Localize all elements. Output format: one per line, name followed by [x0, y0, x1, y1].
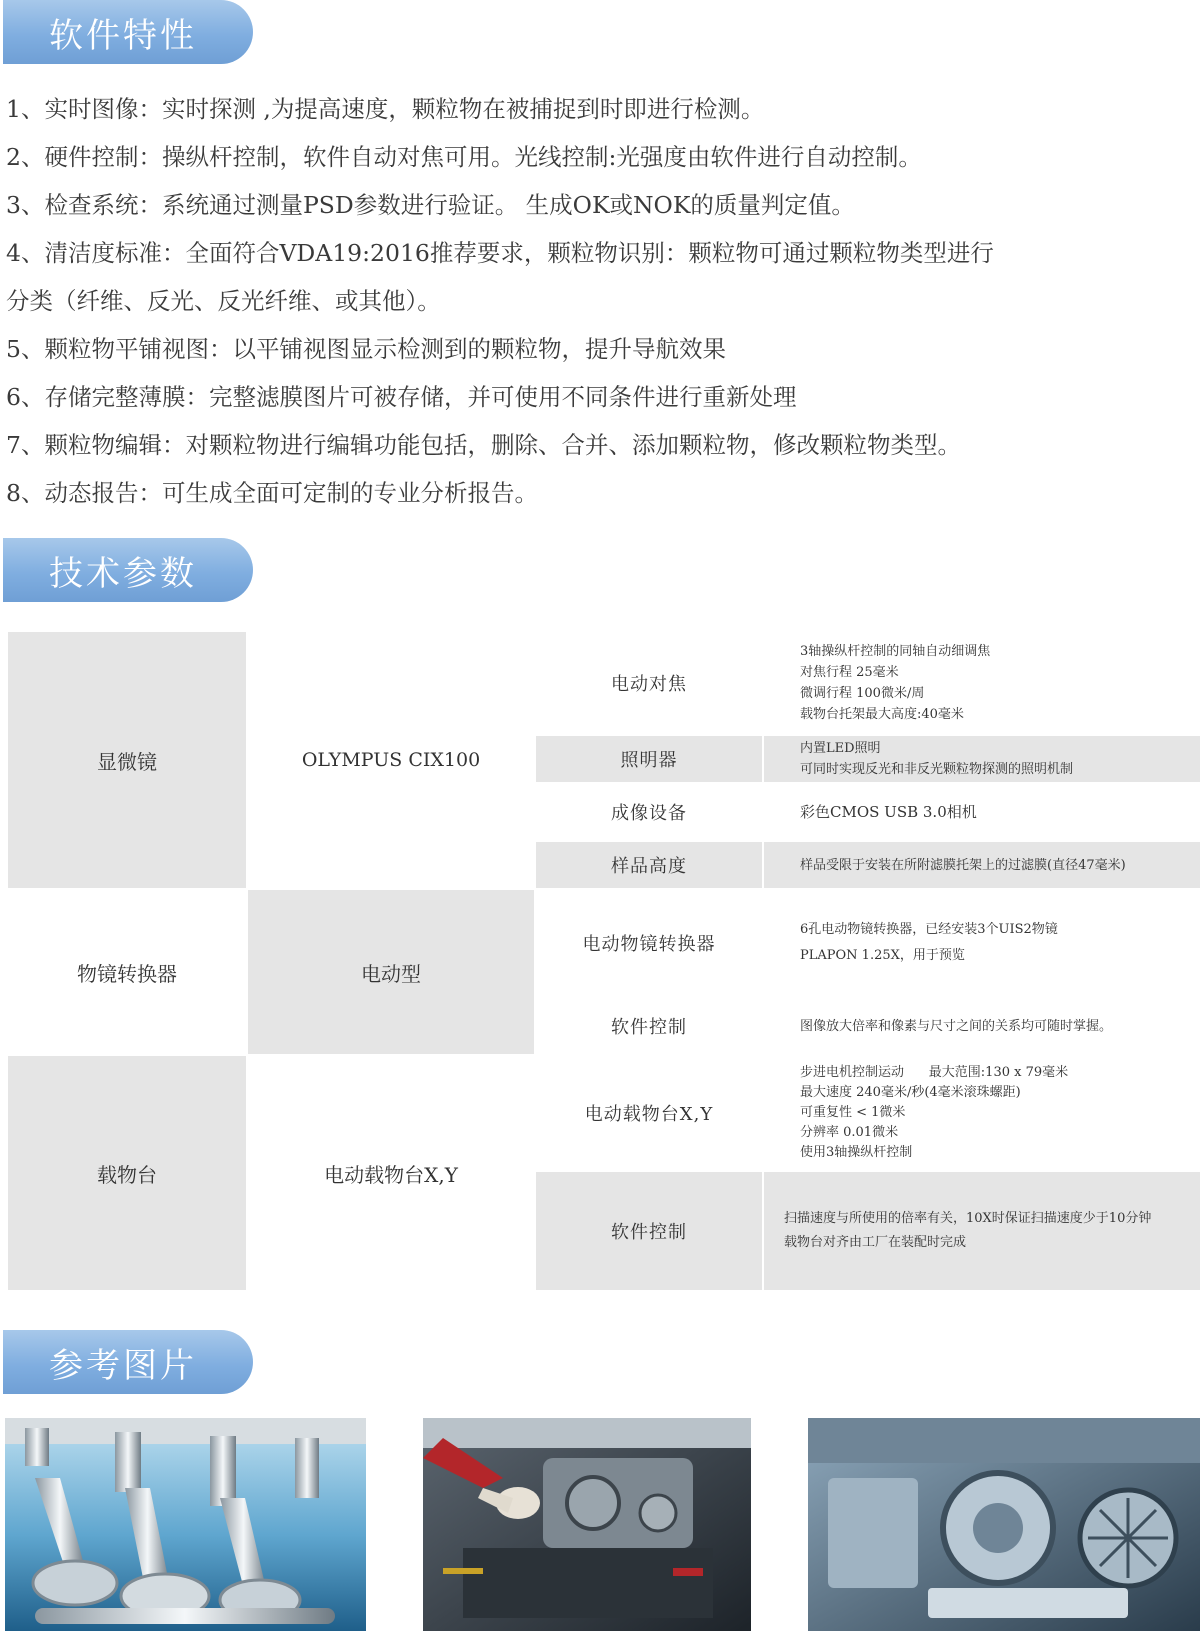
detail-line: 最大速度 240毫米/秒(4毫米滚珠螺距)	[800, 1085, 1021, 1100]
reference-photo-engine-bay	[423, 1418, 751, 1631]
feature-item: 2、硬件控制：操纵杆控制，软件自动对焦可用。光线控制:光强度由软件进行自动控制。	[6, 143, 922, 171]
spec-item-name: 电动对焦	[535, 631, 763, 735]
reference-photo-crankshaft	[5, 1418, 366, 1631]
spec-title-text: 技术参数	[49, 553, 197, 594]
spec-item-detail	[763, 841, 1200, 889]
detail-line: 微调行程 100微米/周	[800, 686, 925, 701]
spec-item-name: 软件控制	[535, 997, 763, 1055]
photos-section-title	[3, 1330, 253, 1394]
feature-item: 3、检查系统：系统通过测量PSD参数进行验证。 生成OK或NOK的质量判定值。	[6, 191, 855, 219]
spec-item-name: 电动载物台X,Y	[535, 1055, 763, 1171]
detail-line: 样品受限于安装在所附滤膜托架上的过滤膜(直径47毫米)	[800, 857, 1126, 873]
detail-line: 对焦行程 25毫米	[800, 665, 899, 680]
table-row	[7, 1055, 1200, 1171]
features-section-title	[3, 0, 253, 64]
spec-item-detail	[763, 735, 1200, 783]
detail-line: 扫描速度与所使用的倍率有关，10X时保证扫描速度少于10分钟	[784, 1211, 1152, 1226]
spec-item-name: 电动物镜转换器	[535, 889, 763, 997]
detail-line: PLAPON 1.25X，用于预览	[800, 948, 965, 963]
spec-item-detail	[763, 1171, 1200, 1291]
spec-category-stage: 载物台	[7, 1055, 247, 1291]
detail-line: 6孔电动物镜转换器，已经安装3个UIS2物镜	[800, 922, 1058, 937]
spec-item-name: 照明器	[535, 735, 763, 783]
spec-item-detail	[763, 631, 1200, 735]
feature-item: 7、颗粒物编辑：对颗粒物进行编辑功能包括，删除、合并、添加颗粒物，修改颗粒物类型。	[6, 431, 961, 459]
features-title-text: 软件特性	[49, 15, 197, 56]
detail-line: 载物台对齐由工厂在装配时完成	[784, 1235, 967, 1250]
feature-item: 1、实时图像：实时探测 ,为提高速度，颗粒物在被捕捉到时即进行检测。	[6, 95, 765, 123]
features-list	[6, 85, 1186, 517]
detail-line: 分辨率 0.01微米	[800, 1125, 899, 1140]
feature-item: 4、清洁度标准：全面符合VDA19:2016推荐要求，颗粒物识别：颗粒物可通过颗粒物类型进行	[6, 239, 994, 267]
spec-item-detail	[763, 783, 1200, 841]
spec-item-name: 成像设备	[535, 783, 763, 841]
spec-model-stage: 电动载物台X,Y	[247, 1055, 535, 1291]
table-row	[7, 631, 1200, 735]
detail-line: 内置LED照明	[800, 741, 881, 756]
spec-section-title	[3, 538, 253, 602]
feature-item: 6、存储完整薄膜：完整滤膜图片可被存储，并可使用不同条件进行重新处理	[6, 383, 797, 411]
detail-line: 载物台托架最大高度:40毫米	[800, 707, 964, 722]
detail-line: 可重复性 < 1微米	[800, 1105, 906, 1120]
feature-item: 5、颗粒物平铺视图：以平铺视图显示检测到的颗粒物，提升导航效果	[6, 335, 726, 363]
detail-line: 步进电机控制运动 最大范围:130 x 79毫米	[800, 1065, 1069, 1080]
spec-category-microscope: 显微镜	[7, 631, 247, 889]
spec-item-detail	[763, 1055, 1200, 1171]
detail-line: 使用3轴操纵杆控制	[800, 1145, 913, 1160]
detail-line: 图像放大倍率和像素与尺寸之间的关系均可随时掌握。	[800, 1018, 1113, 1034]
spec-table	[6, 630, 1200, 1292]
table-row	[7, 889, 1200, 997]
photos-title-text: 参考图片	[49, 1345, 197, 1386]
detail-line: 可同时实现反光和非反光颗粒物探测的照明机制	[800, 762, 1074, 777]
spec-item-name: 样品高度	[535, 841, 763, 889]
spec-category-nosepiece: 物镜转换器	[7, 889, 247, 1055]
detail-line: 彩色CMOS USB 3.0相机	[800, 802, 977, 821]
spec-item-detail	[763, 889, 1200, 997]
spec-item-detail	[763, 997, 1200, 1055]
spec-model-nosepiece: 电动型	[247, 889, 535, 1055]
spec-model-microscope: OLYMPUS CIX100	[247, 631, 535, 889]
reference-photo-engine-parts	[808, 1418, 1200, 1631]
feature-item: 8、动态报告：可生成全面可定制的专业分析报告。	[6, 479, 538, 507]
detail-line: 3轴操纵杆控制的同轴自动细调焦	[800, 644, 991, 659]
feature-item: 分类（纤维、反光、反光纤维、或其他）。	[6, 287, 441, 315]
spec-item-name: 软件控制	[535, 1171, 763, 1291]
